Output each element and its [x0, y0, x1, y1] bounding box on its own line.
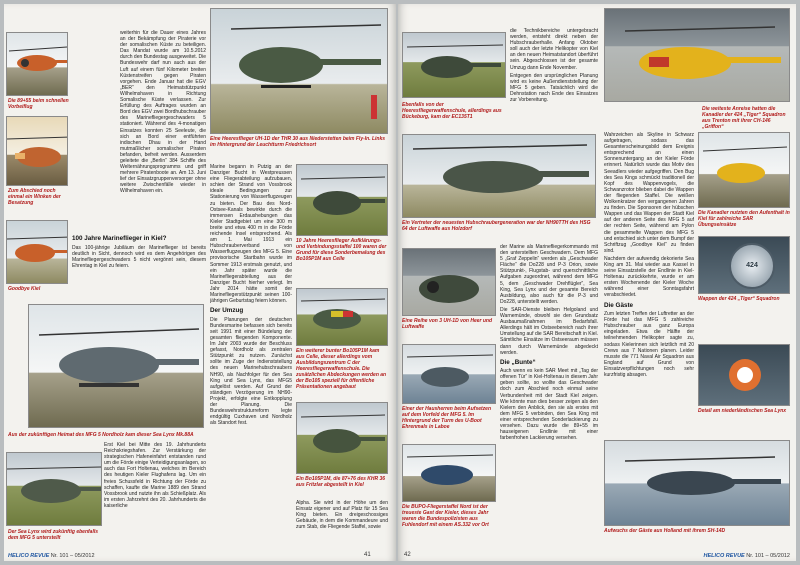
caption-8: Ein weiterer bunter Bo105P1M kam aus Celle, dieser allerdings vom Ausbildungszentrum C der Heeresfliegerwaffenschule. Die zusätzlichen Abdeckungen werden an der Bo105 speziell für öffentliche Präsentationen angebaut — [296, 348, 387, 390]
caption-r5: Die BUPO-Fliegerstaffel Nord ist der treueste Gast der Kieler, dieses Jahr waren die Bundespolizisten aus Fuhlendorf mit einem AS.332 vor Ort — [402, 504, 489, 528]
squadron-badge-icon — [729, 243, 775, 289]
photo-sar-exercise — [698, 132, 790, 208]
helicopter-icon — [605, 9, 790, 102]
paragraph: Alpha. Sie wird in der Höhe um den Einsatz eigener und auf Platz für 15 Sea King bieten. Ein dreigeschossiges Gebäude, in dem die Kommandeure und zum Stab, die Fliegende Staffel, sowie — [296, 500, 388, 531]
paragraph: Zum letzten Treffen der Luftretter an der Förde hat das MFG 5 zahlreiche Hubschrauber aus ganz Europa eingeladen. Etwa die Hälfte der teilnehmenden Helikopter sagte zu, sodass Kielerinnen sich letztlich mit 20 Crews aus 7 Nationen planen. Leider musste die 771 Naval Air Squadron aus England auf Grund von Einsatzverpflichtungen noch sehr kurzfristig absagen. — [604, 311, 694, 378]
paragraph: Auch wenn es kein SAR Meet mit „Tag der offenen Tür“ in Kiel-Holtenau in diesem Jahr geben sollte, so wollte das Geschwader doch zum Abschied noch einmal seine Verbundenheit mit der Stadt Kiel zeigen. Wie könnte man dies besser zeigen als den Kielern den Anblick, den sie als erstes mit dem MFG 5 verbinden, den Sea King mit einer entsprechenden Sonderlackierung zu versehen. Dazu wurde die 89+55 im hauseigenen Endlinie mit einer farbenfrohen Lackierung versehen. — [500, 368, 598, 442]
right-column-2 — [604, 132, 694, 434]
left-column-2 — [210, 164, 292, 540]
helicopter-icon — [7, 33, 68, 96]
left-column-1c — [104, 442, 206, 538]
section-heading: Der Umzug — [210, 307, 244, 315]
helicopter-icon — [29, 305, 204, 428]
paragraph: Entgegen den ursprünglichen Planung wird es keine Außendienststellung der MFG 5 geben. Tatsächlich wird die Dehnstation nach Ende des Einsatzes zur Vorbereitung. — [510, 72, 598, 104]
paragraph: Die SAR-Dienste bleiben Helgoland und Warnemünde, obwohl sie den Grundsatz Ausbaumaßnahmen im Bedarfsfall. Allerdings hält im Ostseebereich nach ihrer Umstellung auf die SAR Bereitschaft in Kiel. Sämtliche Einsätze im Ostseeraum müssen dann durch Warnemünde abgedeckt werden. — [500, 306, 598, 356]
photo-uh1d — [210, 8, 388, 134]
helicopter-icon — [403, 445, 496, 502]
photo-goodbye-kiel — [6, 220, 68, 284]
photo-as332 — [402, 444, 496, 502]
photo-sh14d — [604, 440, 790, 526]
helicopter-icon — [605, 441, 790, 526]
photo-tiger-badge — [698, 236, 790, 294]
caption-3: Goodbye Kiel — [8, 286, 41, 292]
left-page — [4, 4, 396, 561]
helicopter-icon — [297, 403, 388, 474]
photo-uh1d-row — [402, 248, 496, 316]
caption-9: Ein Bo105P1M, die 87+76 des KHR 36 aus Fritzlar abgestellt in Kiel — [296, 476, 386, 488]
paragraph: Marine begann in Putzig an der Danziger Bucht in Westpreussen eine Fliegerabteilung aufzubauen, schien der Strand von Vossbrook ideale Bedingungen zur Stationierung von Wasserflugzeugen zu bieten. Der Bau des Nord-Ostsee-Kanals bewirkte durch die immensen Erdaushebungen das Kieler Stadtgebiet um eine 300 m breite und etwa 400 m in die Förde reichende Insel entsprechend. Als am 1. Mai 1913 ein Hubschrauberverband von Wasserflugzeugen des MFG 5. Eine provisorische Startbahn wurde im Sommer 1913 erstmals genutzt, und ein Jahr später wurde die Marinefliegerabteilung aus der Danziger Bucht hierher verlegt. Im Jahr 2014 hätte somit der Marinefliegerstützpunkt seinen 100-jährigen Geburtstag feiern können. — [210, 164, 292, 305]
paragraph: Die Planungen der deutschen Bundesmarine befassen sich bereits seit 1991 mit einer Bündelung der gesamten fliegenden Komponente. Im Jahr 2003 wurde der Beschluss gefasst, Nordholz als zentralen Stützpunkt zu nutzen. Zunächst sollte im Zuge der Indienststellung des neuen Marinehubschraubers NH90, als Nachfolger für den Sea King und Sea Lynx, das MFG5 aufgelöst werden. Auf Grund der ständigen Verzögerung im NH90-Projekt, erfolgte eine Entkopplung der Planung. Die Bundeswehrstrukturreform legte endgültig Cuxhaven und Nordholz als Standort fest. — [210, 316, 292, 427]
paragraph: der Marine als Marinefliegerkommando mit den unterstellten Geschwadern. Dem MFG 5 „Graf Zeppelin“ werden als „Geschwader Fläche“ die Do228 und P-3 Orion, sowie Stützpunkt-, Flugstab- und querschnittliche Aufgaben zugeordnet, während dem MFG 5, dem „Geschwader Drehflügler“, Sea King, Sea Lynx und der gesamte Bereich Ausbildung, also auch für die P-3 und Do228, unterstellt werden. — [500, 244, 598, 305]
right-page — [398, 4, 796, 561]
section-heading: Die Gäste — [604, 301, 634, 309]
helicopter-icon — [7, 221, 68, 284]
helicopter-icon — [403, 345, 496, 404]
caption-7: 10 Jahre Heeresflieger Aufklärungs- und Verbindungsstaffel 100 waren der Grund für diese Sonderbemalung des Bo105P1M aus Celle — [296, 238, 387, 262]
caption-r1: Ebenfalls von der Heeresfliegerwaffenschule, allerdings aus Bückeburg, kam der EC135T1 — [402, 102, 502, 120]
section-heading: Die „Bunte“ — [500, 358, 536, 366]
right-footer — [703, 553, 790, 559]
caption-r4: Einer der Hausherren beim Aufsetzen auf dem Vorfeld der MFG 5. Im Hintergrund der Turm des U-Boot Ehrenmals in Laboe — [402, 406, 492, 430]
badge-label: 424 — [746, 261, 758, 269]
right-column-1a — [510, 28, 598, 128]
issue-number: Nr. 101 – 05/2012 — [746, 553, 790, 559]
helicopter-icon — [297, 289, 388, 346]
right-column-1b — [500, 244, 598, 532]
paragraph: weiterhin für die Dauer eines Jahres an der Bekämpfung der Piraterie vor der somalischen Küste zu beteiligen. Das Mandat wurde am 10.5.2012 durch den Bundestag ausgeweitet. Die Bundeswehr darf nun auch aus der Luft auf einem fünf Kilometer breiten Küstenstreifen gegen Piraten vorgehen. Ende Januar hat die EGV „BER“ den Heimatstützpunkt Wilhelmshaven in Richtung Somalische Küste verlassen. Zur Erfüllung des Auftrages wurden an Bord des EGV zwei Bordhubschrauber des Marinefliegergeschwaders 5 stationiert. Während des 4-monatigen Einsatzes konnten 25 Seeleute, die sich an Bord einer entführten indischen Dhau in der Hand mutmaßlicher somalischer Piraten befanden, befreit werden. Ausserdem geleitete die „Berlin“ 384 Schiffe des Welternährungsprogramms und griff mehrere Piratenboote an. Am 13. Juni lief der Einsatzgruppenversorger ohne weitere Zwischenfälle wieder in Wilhelmshaven ein. — [120, 30, 206, 195]
page-number: 41 — [364, 552, 371, 558]
caption-r2: Ein Vertreter der neuesten Hubschraubergeneration war der NH90TTH des HSG 64 der Luftwaffe aus Holzdorf — [402, 220, 591, 232]
paragraph: die Technikbereiche untergebracht werden, entsteht direkt neben der Hubschrauberhalle. Anfang Oktober soll auch der letzte Helikopter von Kiel an den neuen Heimatstandort überführt sein. Abgeschlossen ist der gesamte Umzug dann Ende November. — [510, 28, 598, 71]
photo-sea-lynx-ground — [6, 452, 102, 526]
section-heading: 100 Jahre Marineflieger in Kiel? — [72, 235, 167, 242]
photo-sea-lynx — [28, 304, 204, 428]
magazine-brand: HELICO REVUE — [8, 553, 50, 559]
helicopter-icon — [403, 249, 496, 316]
helicopter-icon — [403, 33, 506, 98]
caption-r6: Die weiteste Anreise hatten die Kanadier der 424 „Tiger“ Squadron aus Trenton mit ihrer CH-146 „Griffon“ — [702, 106, 786, 130]
caption-r10: Aufwuchs der Gäste aus Holland mit ihrem SH-14D — [604, 528, 726, 534]
photo-bo105-special — [296, 164, 388, 236]
photo-nh90 — [402, 134, 596, 218]
paragraph: Das 100-jährige Jubiläum der Marineflieger ist bereits deutlich in Sicht, dennoch wird es dem Angehörigen des Marinefliegergeschwaders 5 nicht vergönnt sein, diesem Ehrentag in Kiel zu feiern. — [72, 244, 206, 269]
photo-bo105-fritzlar — [296, 402, 388, 474]
helicopter-icon — [7, 117, 68, 186]
roundel-icon — [699, 345, 790, 406]
paragraph: Nachdem der aufwendig dekorierte Sea King am 31. Mai wieder aus Kassel in seine Einsatzstelle der Endlinie in Kiel-Holtenau zurückkehrte, wurde er am ersten Wochenende der Kieler Woche während einer Sonntagsfahrt verabschiedet. — [604, 255, 694, 299]
caption-r9: Detail am niederländischen Sea Lynx — [698, 408, 787, 414]
photo-sea-lynx-detail — [698, 344, 790, 406]
caption-6: Eine Heeresflieger UH-1D der THR 30 aus Niederstetten beim Fly-In. Links im Hintergrund der Leuchtturm Friedrichsort — [210, 136, 386, 148]
magazine-brand: HELICO REVUE — [703, 553, 745, 559]
photo-ec135 — [402, 32, 506, 98]
caption-r8: Wappen der 424 „Tiger“ Squadron — [698, 296, 780, 302]
left-footer — [8, 553, 95, 559]
left-column-1b — [72, 232, 206, 304]
paragraph: Wahrzeichen als Skyline in Schwarz aufgetragen, sodass das Gesamterscheinungsbild dem Ereignis entsprechend an einen Sonnenuntergang an der Kieler Förde erinnert. Natürlich wurde das Motiv des Seeadlers wieder aufgegriffen. Den Bug des Sea Kings schmückt traditionell der Kopf des Wappenvogels, die Schwanzrotor blieben dabei die Wappen der fliegenden Staffel. Die weißen Wolkenkratzer den vergangenen Jahren zu finden. Die Sponsoren der hübschen Wappen und das Wappen der Stadt Kiel auf der anderen Seite des MFG 5 auf der rechten Seite, während am Pylon die gesammelte Wappen des MFG 5 und entschied sich unter dem Bumpf der Schriftzug „Goodbye Kiel“ zu finden sind. — [604, 132, 694, 254]
caption-4: Aus der zukünftigen Heimat des MFG 5 Nordholz kam dieser Sea Lynx Mk.88A — [8, 432, 194, 438]
helicopter-icon — [699, 133, 790, 208]
photo-ch146-griffon — [604, 8, 790, 102]
helicopter-icon — [211, 9, 388, 134]
caption-5: Der Sea Lynx wird zukünftig ebenfalls dem MFG 5 unterstellt — [8, 529, 99, 541]
helicopter-icon — [297, 165, 388, 236]
photo-sea-king-flyby — [6, 32, 68, 96]
caption-r3: Eine Reihe von 3 UH-1D von Heer und Luftwaffe — [402, 318, 493, 330]
photo-bo105-colorful — [296, 288, 388, 346]
page-number: 42 — [404, 552, 411, 558]
issue-number: Nr. 101 – 05/2012 — [50, 553, 95, 559]
helicopter-icon — [7, 453, 102, 526]
photo-crew-wave — [6, 116, 68, 186]
helicopter-icon — [403, 135, 596, 218]
caption-r7: Die Kanadier nutzten den Aufenthalt in Kiel für zahlreiche SAR Übungseinsätze — [698, 210, 790, 228]
left-column-3 — [296, 500, 388, 540]
caption-2: Zum Abschied noch einmal ein Winken der Besatzung — [8, 188, 61, 206]
photo-sea-king-landing — [402, 344, 496, 404]
paragraph: Erst Kiel bei Mitte des 19. Jahrhunderts Reichskriegshafen. Zur Verstärkung der strategischen Hafeneinfahrt entstanden rund um die Förde einige Verteidigungsanlagen, so auch das Fort Holtenau, welches im Bereich des heutigen Kieler Flughafens lag. Um ein freies Schussfeld in Richtung der Förde zu schaffen, kaufte die Marine 1889 den Strand Vossbrook und nutzte ihn als Schießplatz. Als im ersten Jahrzehnt des 20. Jahrhunderts die kaiserliche — [104, 442, 206, 509]
caption-1: Die 89+55 beim schnellen Vorbeiflug — [8, 98, 69, 110]
